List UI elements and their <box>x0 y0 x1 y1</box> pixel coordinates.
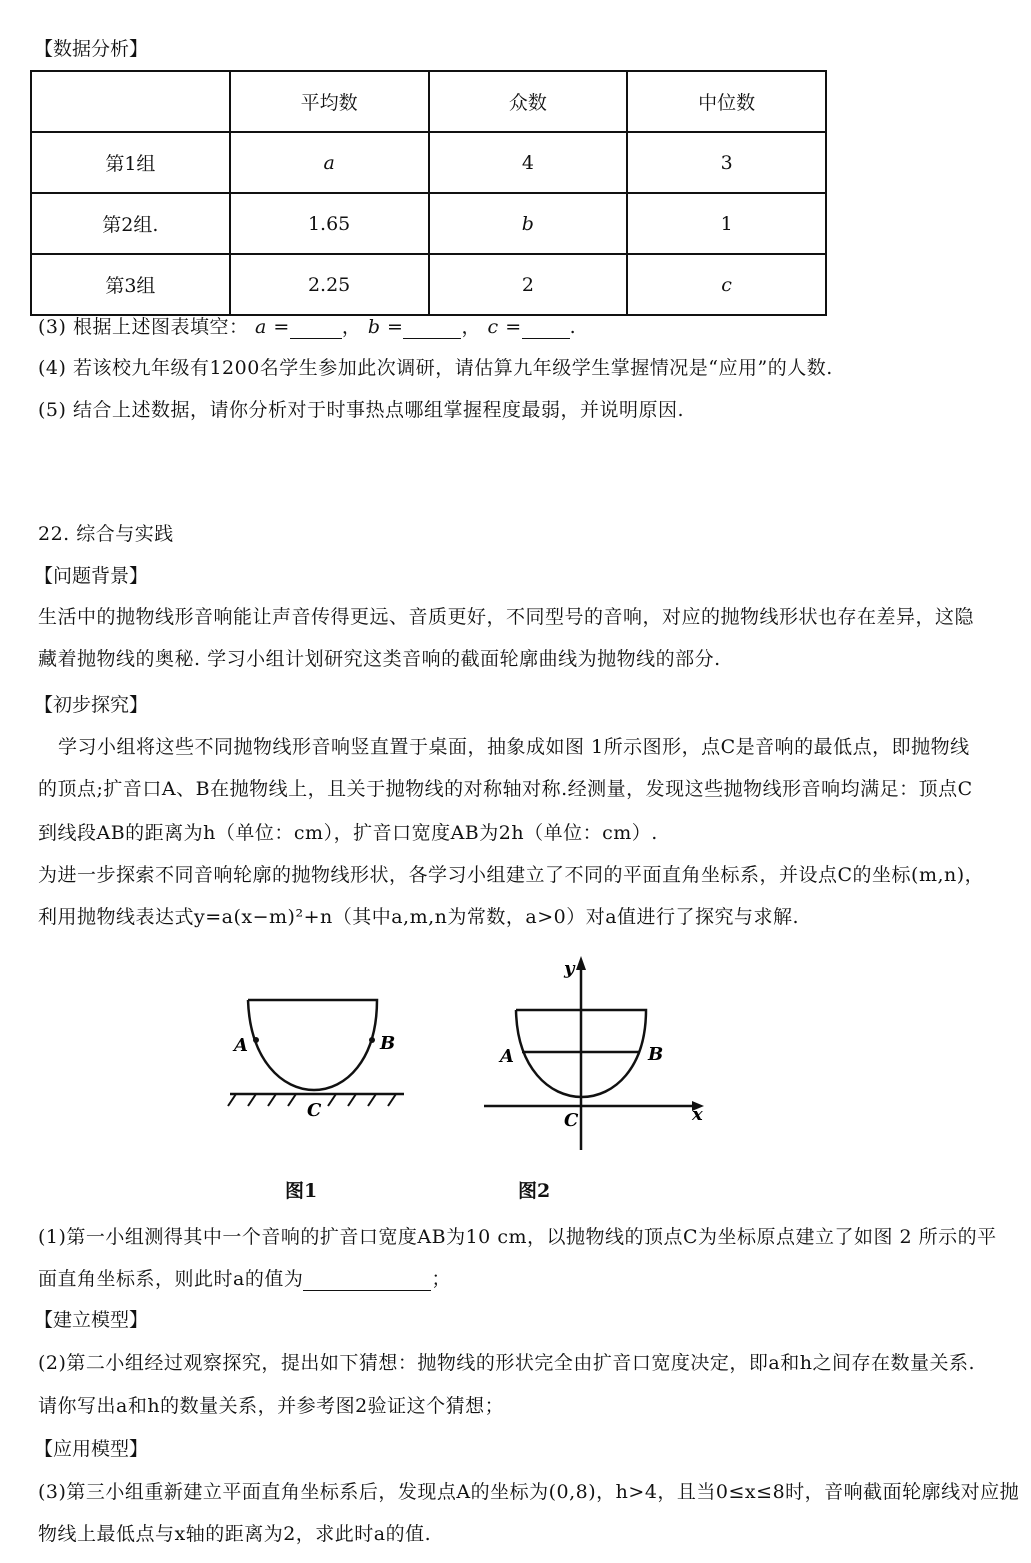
table-header-cell: 平均数 <box>230 71 429 132</box>
figure-2-caption: 图2 <box>518 1180 551 1202</box>
q3-b-label: b = <box>367 316 404 338</box>
q3-prefix: (3) 根据上述图表填空： <box>38 316 249 338</box>
exploration-line-3: 到线段AB的距离为h（单位：cm），扩音口宽度AB为2h（单位：cm）. <box>38 822 658 844</box>
q3-end: . <box>569 316 577 338</box>
q3-c-label: c = <box>487 316 522 338</box>
question-5: (5) 结合上述数据，请你分析对于时事热点哪组掌握程度最弱，并说明原因. <box>38 399 684 421</box>
exploration-line-1: 学习小组将这些不同抛物线形音响竖直置于桌面，抽象成如图 1所示图形，点C是音响的最低点，即抛物线 <box>58 736 970 758</box>
table-row <box>31 132 826 193</box>
table-header-row <box>31 71 826 132</box>
q3-a-label: a = <box>255 316 290 338</box>
fig2-label-c: C <box>564 1110 579 1131</box>
exploration-line-4: 为进一步探索不同音响轮廓的抛物线形状，各学习小组建立了不同的平面直角坐标系，并设点C的坐标(m,n)， <box>38 864 985 886</box>
answer-blank-a[interactable] <box>290 316 342 339</box>
q22-part1-line-1: (1)第一小组测得其中一个音响的扩音口宽度AB为10 cm，以抛物线的顶点C为坐标原点建立了如图 2 所示的平 <box>38 1226 997 1248</box>
fig2-label-y: y <box>564 958 575 979</box>
exploration-line-2: 的顶点;扩音口A、B在抛物线上，且关于抛物线的对称轴对称.经测量，发现这些抛物线形音响均满足：顶点C <box>38 778 973 800</box>
table-cell: 第3组 <box>31 254 230 315</box>
section-apply-model: 【应用模型】 <box>34 1438 149 1460</box>
fig1-label-b: B <box>380 1033 396 1054</box>
q22-part3-line-2: 物线上最低点与x轴的距离为2，求此时a的值. <box>38 1523 432 1545</box>
section-data-analysis: 【数据分析】 <box>34 38 149 60</box>
answer-blank-q22-1[interactable] <box>303 1268 431 1291</box>
table-cell: 第2组. <box>31 193 230 254</box>
table-cell: 2.25 <box>230 254 429 315</box>
answer-blank-c[interactable] <box>522 316 570 339</box>
q22-part2-line-2: 请你写出a和h的数量关系，并参考图2验证这个猜想； <box>38 1395 505 1417</box>
table-cell: 4 <box>429 132 628 193</box>
fig2-label-b: B <box>648 1044 664 1065</box>
table-cell: 1.65 <box>230 193 429 254</box>
table-cell: c <box>627 254 826 315</box>
q22-part2-line-1: (2)第二小组经过观察探究，提出如下猜想：抛物线的形状完全由扩音口宽度决定，即a和h之间存在数量关系. <box>38 1352 976 1374</box>
section-background: 【问题背景】 <box>34 565 149 587</box>
table-header-cell: 中位数 <box>627 71 826 132</box>
section-build-model: 【建立模型】 <box>34 1309 149 1331</box>
table-cell: 2 <box>429 254 628 315</box>
data-table <box>30 70 827 316</box>
exploration-line-5: 利用抛物线表达式y=a(x−m)²+n（其中a,m,n为常数，a>0）对a值进行了探究与求解. <box>38 906 800 928</box>
table-header-cell <box>31 71 230 132</box>
figure-2-coordinate-plane <box>478 950 718 1160</box>
section-initial-exploration: 【初步探究】 <box>34 694 149 716</box>
table-cell: b <box>429 193 628 254</box>
q22-part1-text: 面直角坐标系，则此时a的值为 <box>38 1268 304 1290</box>
table-row <box>31 254 826 315</box>
q22-part1-line-2 <box>38 1264 451 1291</box>
table-cell: a <box>230 132 429 193</box>
table-cell: 第1组 <box>31 132 230 193</box>
answer-blank-b[interactable] <box>403 316 461 339</box>
q22-part1-end: ； <box>431 1268 451 1290</box>
question-3: (3) 根据上述图表填空： a = ， b = ， c = . <box>38 316 577 338</box>
fig2-label-x: x <box>692 1104 703 1125</box>
figure-1-speaker-on-table <box>222 990 412 1130</box>
background-line-2: 藏着抛物线的奥秘. 学习小组计划研究这类音响的截面轮廓曲线为抛物线的部分. <box>38 648 721 670</box>
question-4: (4) 若该校九年级有1200名学生参加此次调研，请估算九年级学生掌握情况是“应用”的人数. <box>38 357 833 379</box>
fig2-label-a: A <box>500 1046 514 1067</box>
table-header-cell: 众数 <box>429 71 628 132</box>
problem-22-title: 22. 综合与实践 <box>38 523 174 545</box>
q22-part3-line-1: (3)第三小组重新建立平面直角坐标系后，发现点A的坐标为(0,8)，h>4，且当0≤x≤8时，音响截面轮廓线对应抛 <box>38 1481 1020 1503</box>
table-cell: 3 <box>627 132 826 193</box>
table-cell: 1 <box>627 193 826 254</box>
fig1-label-a: A <box>234 1035 248 1056</box>
table-row <box>31 193 826 254</box>
fig1-label-c: C <box>307 1100 322 1121</box>
figure-1-caption: 图1 <box>285 1180 318 1202</box>
background-line-1: 生活中的抛物线形音响能让声音传得更远、音质更好，不同型号的音响，对应的抛物线形状也存在差异，这隐 <box>38 606 975 628</box>
